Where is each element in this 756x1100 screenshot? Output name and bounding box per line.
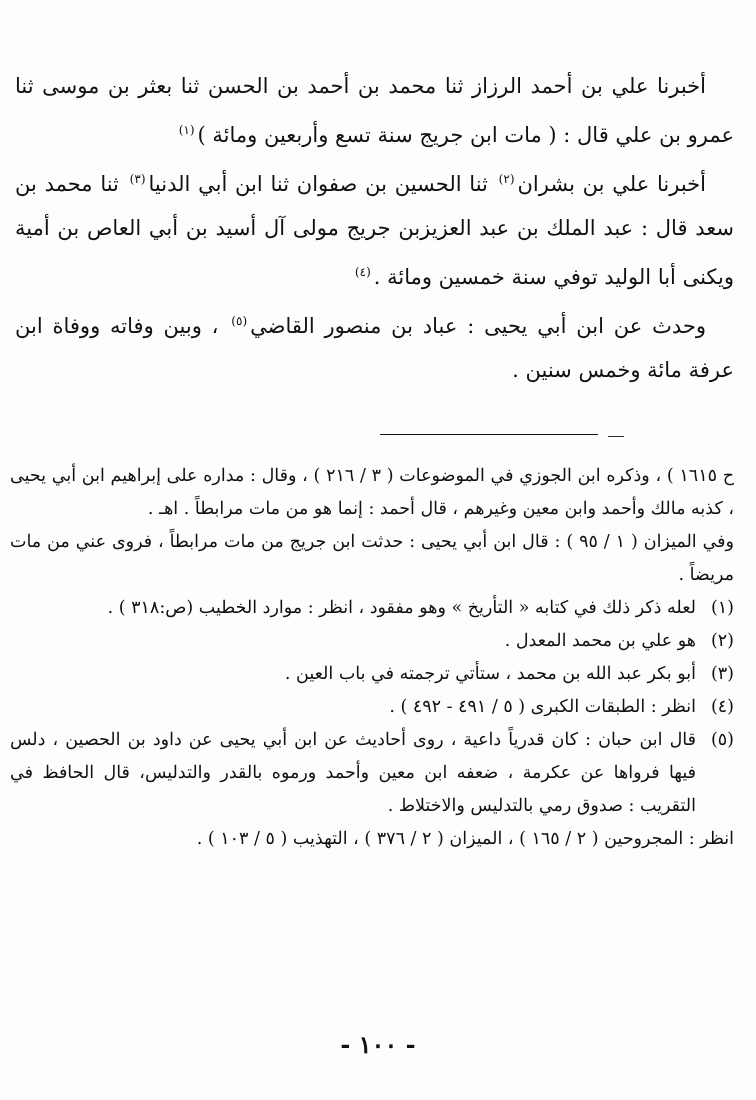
paragraph-3-text-a: وحدث عن ابن أبي يحيى : عباد بن منصور القاضي bbox=[250, 314, 706, 338]
paragraph-1-text: أخبرنا علي بن أحمد الرزاز ثنا محمد بن أحمد بن الحسن ثنا بعثر بن موسى ثنا عمرو بن علي قال : ( مات ابن جريج سنة تسع وأربعين ومائة ) bbox=[15, 74, 734, 147]
footnote-3 bbox=[10, 658, 734, 691]
footnote-separator-tick bbox=[608, 436, 624, 437]
footnote-separator bbox=[380, 434, 598, 435]
paragraph-2-text-b: ثنا الحسين بن صفوان ثنا ابن أبي الدنيا bbox=[148, 172, 488, 196]
footnote-1 bbox=[10, 592, 734, 625]
footnote-5-number: (٥) bbox=[710, 730, 734, 750]
footnote-ref-3: (٣) bbox=[129, 172, 146, 186]
footnote-4-text: انظر : الطبقات الكبرى ( ٥ / ٤٩١ - ٤٩٢ ) . bbox=[389, 697, 696, 717]
footnote-3-text: أبو بكر عبد الله بن محمد ، ستأتي ترجمته في باب العين . bbox=[284, 664, 696, 684]
paragraph-3-text-b: ، وبين وفاته ووفاة ابن عرفة مائة وخمس سنين . bbox=[15, 314, 734, 382]
footnote-5-continuation: انظر : المجروحين ( ٢ / ١٦٥ ) ، الميزان ( ٢ / ٣٧٦ ) ، التهذيب ( ٥ / ١٠٣ ) . bbox=[196, 829, 734, 849]
footnote-2-text: هو علي بن محمد المعدل . bbox=[504, 631, 696, 651]
paragraph-2-text-a: أخبرنا علي بن بشران bbox=[517, 172, 706, 196]
footnote-4 bbox=[10, 691, 734, 724]
paragraph-1 bbox=[15, 64, 734, 157]
footnote-3-number: (٣) bbox=[710, 664, 734, 684]
footnote-ref-5: (٥) bbox=[231, 314, 248, 328]
footnote-continuation-2: وفي الميزان ( ١ / ٩٥ ) : قال ابن أبي يحيى : حدثت ابن جريج من مات مرابطاً ، فروى عني من مات مريضاً . bbox=[10, 532, 734, 585]
footnotes bbox=[10, 460, 734, 856]
footnote-ref-4: (٤) bbox=[354, 265, 371, 279]
footnote-ref-1: (١) bbox=[178, 123, 195, 137]
footnote-5 bbox=[10, 724, 734, 823]
footnote-continuation-1: ح ١٦١٥ ) ، وذكره ابن الجوزي في الموضوعات ( ٣ / ٢١٦ ) ، وقال : مداره على إبراهيم ابن أبي يحيى ، كذبه مالك وأحمد وابن معين وغيرهم ، قال أحمد : إنما هو من مات مرابطاً . اهـ . bbox=[10, 466, 735, 519]
paragraph-2 bbox=[15, 157, 734, 299]
main-text bbox=[15, 64, 734, 392]
footnote-5-text: قال ابن حبان : كان قدرياً داعية ، روى أحاديث عن ابن أبي يحيى عن داود بن الحصين ، دلس فيها فرواها عن عكرمة ، ضعفه ابن معين وأحمد ورموه بالقدر والتدليس، قال الحافظ في التقريب : صدوق رمي بالتدليس والاختلاط . bbox=[10, 730, 696, 816]
paragraph-2-text-c: ثنا محمد بن سعد قال : عبد الملك بن عبد العزيزبن جريج مولى آل أسيد بن أبي العاص بن أمية ويكنى أبا الوليد توفي سنة خمسين ومائة . bbox=[15, 172, 734, 289]
footnote-1-text: لعله ذكر ذلك في كتابه « التأريخ » وهو مفقود ، انظر : موارد الخطيب (ص:٣١٨ ) . bbox=[107, 598, 696, 618]
footnote-2-number: (٢) bbox=[710, 631, 734, 651]
paragraph-3 bbox=[15, 299, 734, 392]
footnote-ref-2: (٢) bbox=[498, 172, 515, 186]
footnote-4-number: (٤) bbox=[710, 697, 734, 717]
page-number: - ١٠٠ - bbox=[340, 1030, 416, 1059]
footnote-2 bbox=[10, 625, 734, 658]
footnote-1-number: (١) bbox=[710, 598, 734, 618]
